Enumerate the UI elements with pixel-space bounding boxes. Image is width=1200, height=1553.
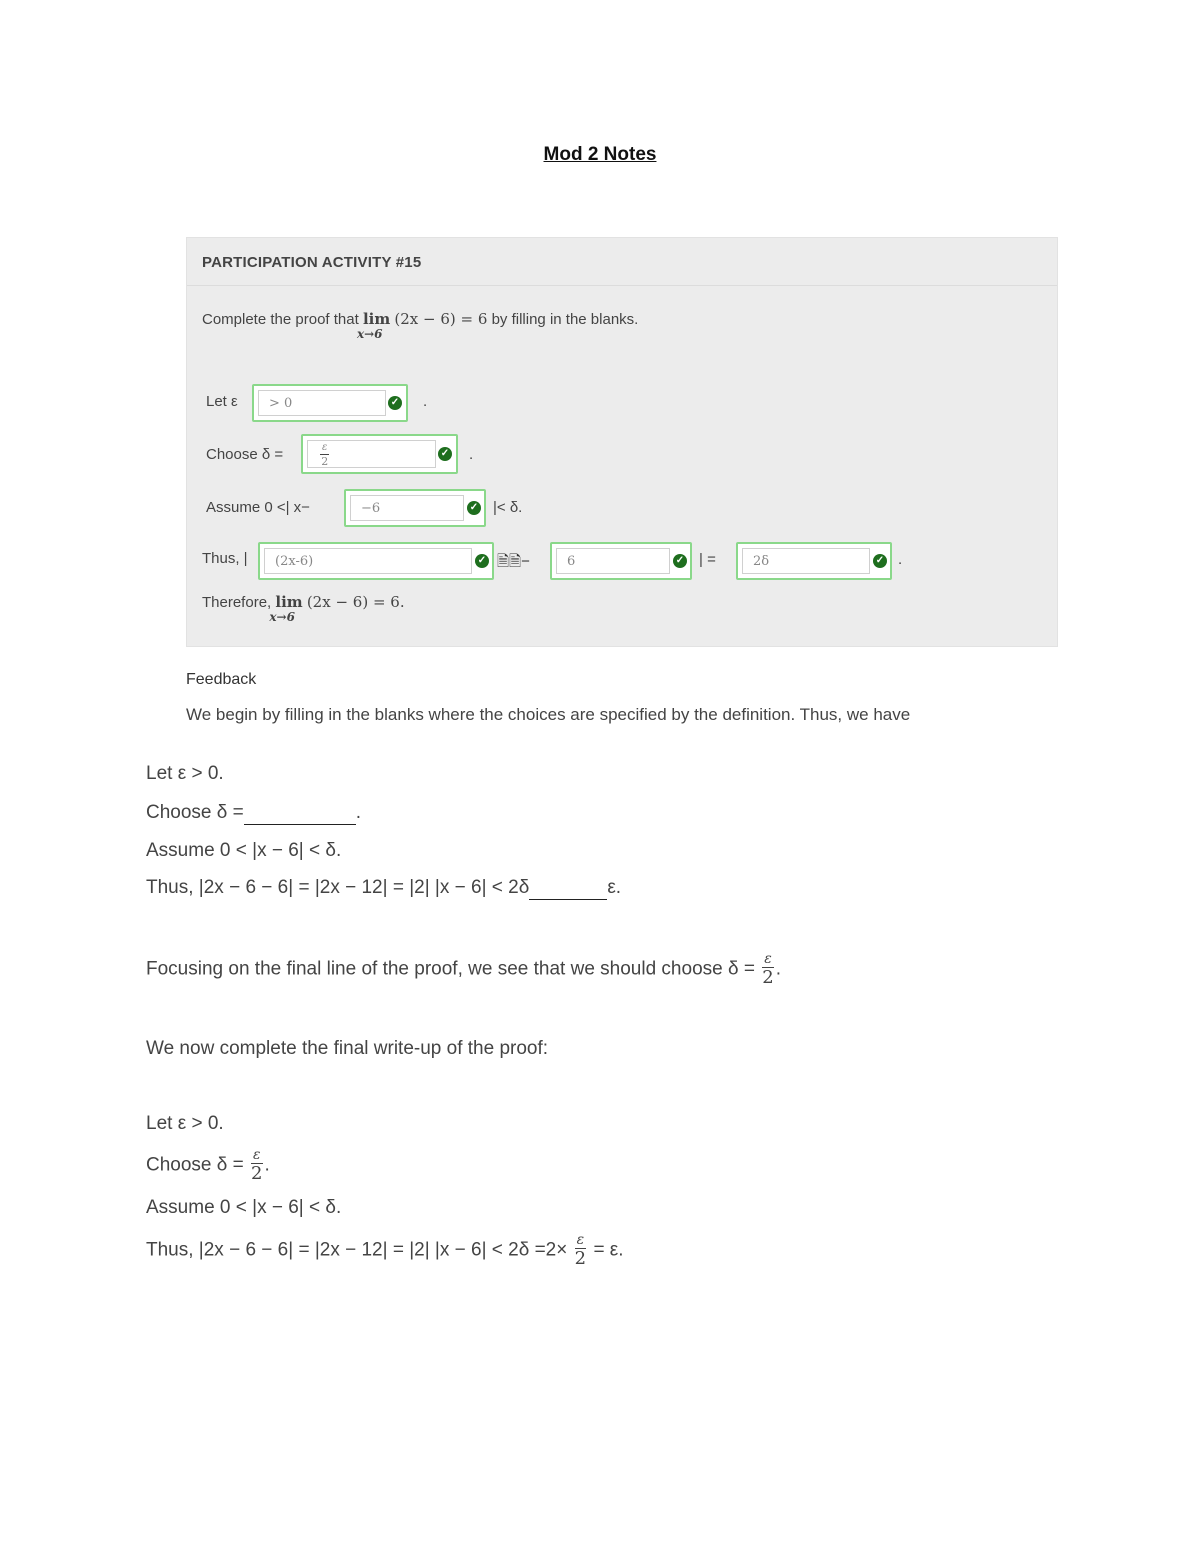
epsilon-answer-field[interactable] xyxy=(252,384,408,422)
thus-answer-value-1[interactable]: (2x-6) xyxy=(264,548,472,574)
document-title: Mod 2 Notes xyxy=(543,144,657,165)
activity-divider xyxy=(187,285,1057,286)
row-let-tail: . xyxy=(423,393,428,410)
correct-check-icon: ✓ xyxy=(475,554,489,568)
prompt-expression: (2x − 6) = 6 xyxy=(394,310,488,328)
delta-answer-value[interactable]: $\frac{\varepsilon}{2}$ xyxy=(307,440,436,468)
assume-answer-value[interactable]: −6 xyxy=(350,495,464,521)
feedback-label: Feedback xyxy=(186,671,257,688)
copy-icons[interactable]: 🗎🗎− xyxy=(497,553,530,570)
thus-answer-field-3[interactable] xyxy=(736,542,892,580)
now-sentence: We now complete the final write-up of the proof: xyxy=(146,1038,549,1059)
draft-assume: Assume 0 < |x − 6| < δ. xyxy=(146,840,342,861)
thus-answer-field-2[interactable] xyxy=(550,542,692,580)
activity-header: PARTICIPATION ACTIVITY #15 xyxy=(202,254,422,271)
thus-answer-value-2[interactable]: 6 xyxy=(556,548,670,574)
prompt-start: Complete the proof that xyxy=(202,311,359,328)
correct-check-icon: ✓ xyxy=(873,554,887,568)
draft-choose: Choose δ = . xyxy=(146,802,361,823)
row-choose-label: Choose δ = xyxy=(206,446,284,463)
row-let-label: Let ε xyxy=(206,393,238,410)
row-thus-mid: | = xyxy=(699,551,716,568)
thus-answer-value-3[interactable]: 2δ xyxy=(742,548,870,574)
focus-sentence: Focusing on the final line of the proof, we see that we should choose δ = $\frac{\varepsilon}{2}$ . xyxy=(146,951,782,988)
correct-check-icon: ✓ xyxy=(467,501,481,515)
epsilon-answer-value[interactable]: > 0 xyxy=(258,390,386,416)
row-thus-tail: . xyxy=(898,551,903,568)
prompt-limit-sub: x→6 xyxy=(356,327,383,341)
row-therefore: Therefore, lim x→6 (2x − 6) = 6. xyxy=(202,593,405,624)
feedback-intro: We begin by filling in the blanks where the choices are specified by the definition. Thus, we have xyxy=(186,705,911,724)
blank-line xyxy=(244,802,356,825)
row-thus-label: Thus, | xyxy=(202,550,248,567)
final-let: Let ε > 0. xyxy=(146,1113,224,1134)
row-assume-label: Assume 0 <| x− xyxy=(206,499,310,516)
assume-answer-field[interactable] xyxy=(344,489,486,527)
thus-answer-field-1[interactable] xyxy=(258,542,494,580)
row-assume-tail: |< δ. xyxy=(493,499,523,516)
draft-let: Let ε > 0. xyxy=(146,763,224,784)
blank-line xyxy=(529,877,607,900)
delta-answer-field[interactable] xyxy=(301,434,458,474)
draft-thus: Thus, |2x − 6 − 6| = |2x − 12| = |2| |x − 6| < 2δ ε. xyxy=(146,877,622,898)
final-thus: Thus, |2x − 6 − 6| = |2x − 12| = |2| |x − 6| < 2δ =2× $\frac{\varepsilon}{2}$ = ε. xyxy=(146,1232,624,1269)
participation-activity xyxy=(186,237,1058,647)
prompt-limit: lim x→6 xyxy=(356,310,391,341)
row-choose-tail: . xyxy=(469,446,474,463)
final-choose: Choose δ = $\frac{\varepsilon}{2}$ . xyxy=(146,1147,270,1184)
correct-check-icon: ✓ xyxy=(388,396,402,410)
correct-check-icon: ✓ xyxy=(673,554,687,568)
final-assume: Assume 0 < |x − 6| < δ. xyxy=(146,1197,342,1218)
activity-prompt xyxy=(202,310,639,341)
prompt-end: by filling in the blanks. xyxy=(491,311,639,328)
correct-check-icon: ✓ xyxy=(438,447,452,461)
